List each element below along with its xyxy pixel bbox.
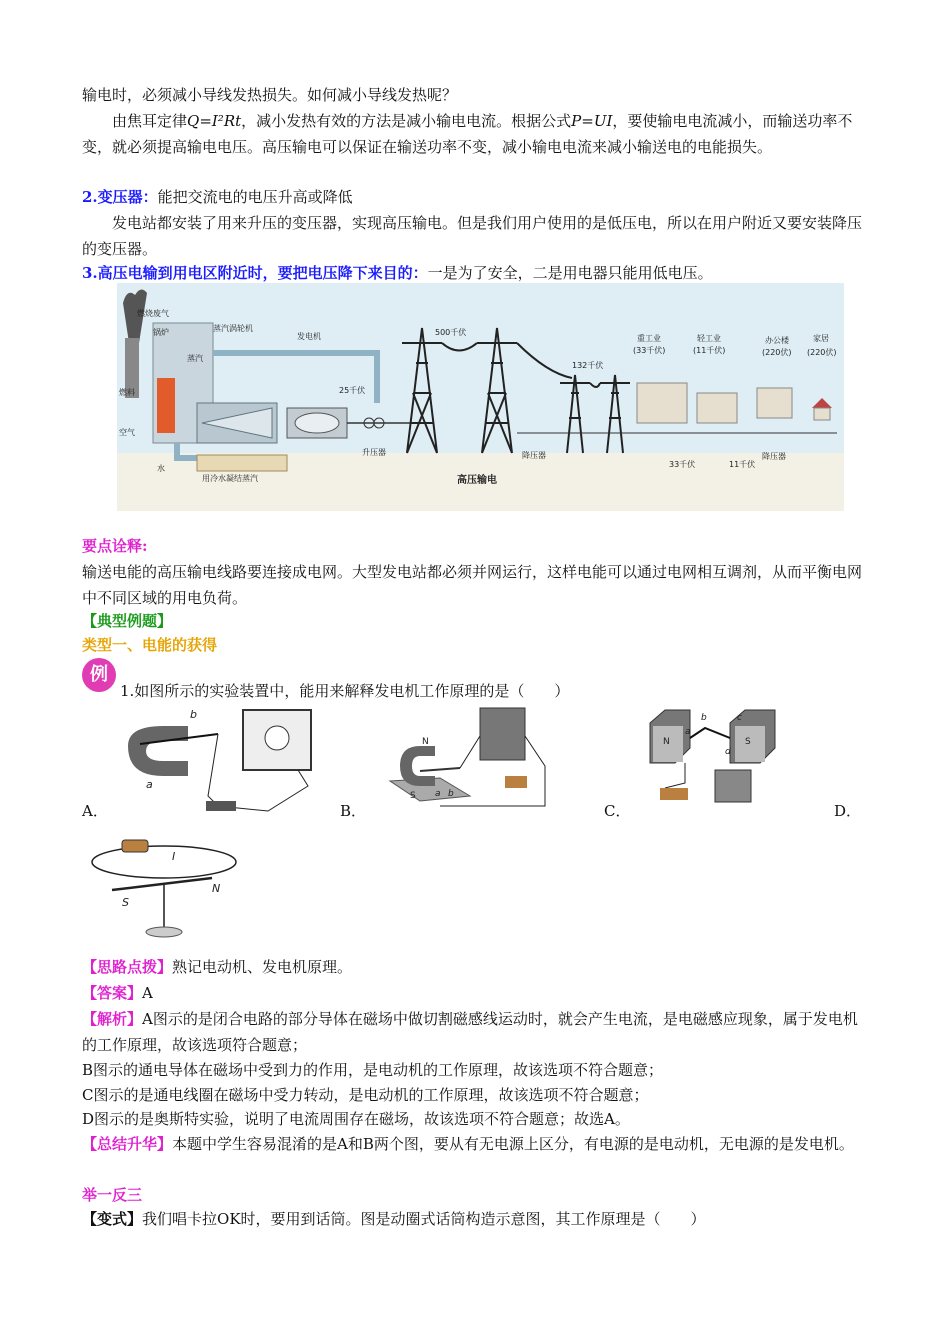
fig-c-label-b: b <box>701 713 707 723</box>
variant <box>82 1206 872 1232</box>
summary-text: 本题中学生容易混淆的是A和B两个图，要从有无电源上区分，有电源的是电动机，无电源的是发电机。 <box>172 1135 854 1153</box>
analysis-text: A图示的是闭合电路的部分导体在磁场中做切割磁感线运动时，就会产生电流，是电磁感应现象，属于发电机的工作原理，故该选项符合题意； <box>82 1010 858 1054</box>
label-home: 家居 <box>813 334 829 343</box>
variant-tag: 【变式】 <box>82 1210 143 1228</box>
paragraph-3: 发电站都安装了用来升压的变压器，实现高压输电。但是我们用户使用的是低压电，所以在用户附近又要安装降压的变压器。 <box>82 214 863 258</box>
key-points-body: 输送电能的高压输电线路要连接成电网。大型发电站都必须并网运行，这样电能可以通过电网相互调剂，从而平衡电网中不同区域的用电负荷。 <box>82 563 863 607</box>
fig-d-label-i: I <box>172 850 176 863</box>
fig-c-label-a: a <box>685 727 691 737</box>
example-badge: 例 <box>82 658 116 692</box>
label-25kv: 25千伏 <box>339 386 366 395</box>
label-boiler: 锅炉 <box>153 328 169 337</box>
hint-tag: 【思路点拨】 <box>82 958 173 976</box>
answer-text: A <box>142 984 153 1002</box>
fig-a-label-b: b <box>190 708 197 721</box>
fig-d-label-n: N <box>212 882 221 895</box>
label-stepdown-1: 降压器 <box>522 451 546 460</box>
heading-text: 能把交流电的电压升高或降低 <box>157 188 353 206</box>
fig-b-label-a: a <box>435 789 441 799</box>
variant-text: 我们唱卡拉OK时，要用到话筒。图是动圈式话筒构造示意图，其工作原理是（ ） <box>142 1210 706 1228</box>
label-fuel: 燃料 <box>119 388 135 397</box>
label-132kv: 132千伏 <box>572 361 604 370</box>
fig-d-label-s: S <box>122 896 129 909</box>
heading-label: 2.变压器： <box>82 188 158 206</box>
option-d: D． <box>834 802 862 820</box>
text: ，减小发热有效的方法是减小输电电流。根据公式 <box>241 112 572 130</box>
fig-c-label-n: N <box>663 737 670 747</box>
label-33kv: 33千伏 <box>669 460 696 469</box>
fig-a-label-a: a <box>146 778 153 791</box>
analysis-3: C图示的是通电线圈在磁场中受力转动，是电动机的工作原理，故该选项不符合题意； <box>82 1086 649 1104</box>
formula-power: P=UI <box>571 112 613 130</box>
fig-b-label-n: N <box>422 737 429 747</box>
analysis-2: B图示的通电导体在磁场中受到力的作用，是电动机的工作原理，故该选项不符合题意； <box>82 1061 664 1079</box>
label-cooling: 用冷水凝结蒸汽 <box>202 474 258 483</box>
label-office: 办公楼 <box>765 336 789 345</box>
answer-tag: 【答案】 <box>82 984 143 1002</box>
label-heavy: 重工业 <box>637 334 661 343</box>
label-exhaust: 燃烧废气 <box>137 309 169 318</box>
fig-c-label-d: d <box>725 747 731 757</box>
power-transmission-diagram <box>117 283 844 511</box>
text: 由焦耳定律 <box>112 112 188 130</box>
text: ，要使输电电流减小，而输送功率不变，就必须提高输电电压。高压输电可以保证在输送功率不变，减小输电电流来减小输送电的电能损失。 <box>82 112 853 156</box>
heading-text: 一是为了安全，二是用电器只能用低电压。 <box>427 264 713 282</box>
formula-joule: Q=I²Rt <box>187 112 242 130</box>
summary <box>82 1131 872 1157</box>
key-points-title: 要点诠释: <box>82 537 148 555</box>
figure-a <box>118 706 318 818</box>
figure-c <box>645 708 780 808</box>
heading-transformer <box>82 184 872 210</box>
fig-c-label-c: c <box>737 713 742 723</box>
paragraph-2 <box>82 108 872 160</box>
fig-b-label-s: S <box>410 791 416 801</box>
fig-c-label-s: S <box>745 737 751 747</box>
option-a: A． <box>82 802 108 820</box>
label-hv: 高压输电 <box>457 475 497 486</box>
label-office-v: (220伏) <box>762 348 792 357</box>
practice-heading: 举一反三 <box>82 1186 143 1204</box>
fig-b-label-b: b <box>448 789 454 799</box>
label-11kv: 11千伏 <box>729 460 756 469</box>
question-1: 1.如图所示的实验装置中，能用来解释发电机工作原理的是（ ） <box>120 682 570 700</box>
label-light: 轻工业 <box>697 334 721 343</box>
label-water: 水 <box>157 464 165 473</box>
label-generator: 发电机 <box>297 332 321 341</box>
analysis-tag: 【解析】 <box>82 1010 143 1028</box>
label-air: 空气 <box>119 428 135 437</box>
analysis-1 <box>82 1006 872 1058</box>
section-type1: 类型一、电能的获得 <box>82 636 218 654</box>
section-typical: 【典型例题】 <box>82 612 173 630</box>
label-steam: 蒸汽 <box>187 354 203 363</box>
analysis-4: D图示的是奥斯特实验，说明了电流周围存在磁场，故该选项不符合题意；故选A。 <box>82 1110 630 1128</box>
label-stepdown-2: 降压器 <box>762 452 786 461</box>
label-home-v: (220伏) <box>807 348 837 357</box>
hint <box>82 954 872 980</box>
label-heavy-v: (33千伏) <box>633 346 666 355</box>
figure-b <box>380 706 555 818</box>
label-500kv: 500千伏 <box>435 328 467 337</box>
label-light-v: (11千伏) <box>693 346 726 355</box>
answer <box>82 980 872 1006</box>
label-turbine: 蒸汽涡轮机 <box>213 324 253 333</box>
figure-d <box>82 830 247 942</box>
label-stepup: 升压器 <box>362 448 386 457</box>
heading-label: 3.高压电输到用电区附近时，要把电压降下来目的： <box>82 264 428 282</box>
option-b: B． <box>340 802 367 820</box>
option-c: C． <box>604 802 631 820</box>
hint-text: 熟记电动机、发电机原理。 <box>172 958 353 976</box>
summary-tag: 【总结升华】 <box>82 1135 173 1153</box>
paragraph-1: 输电时，必须减小导线发热损失。如何减小导线发热呢？ <box>82 86 458 104</box>
